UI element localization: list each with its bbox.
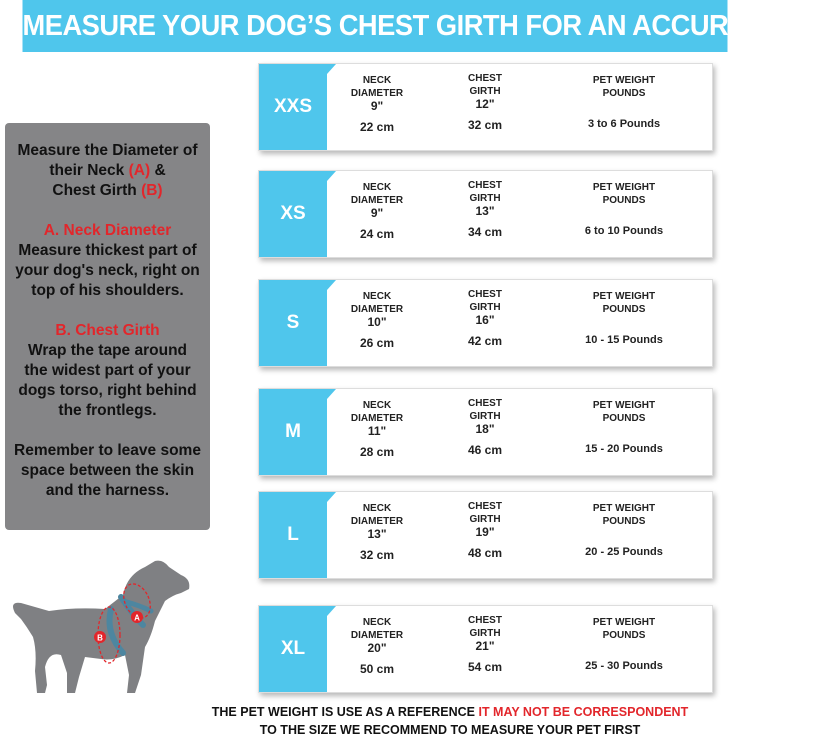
neck-cm: 28 cm [359,445,395,459]
dog-silhouette [13,561,189,693]
marker-a: A [134,613,140,623]
size-label-notch [327,64,336,74]
dog-illustration [5,555,215,705]
chest-column: CHEST GIRTH 12" 32 cm [445,72,525,132]
size-label-notch [327,171,336,181]
chest-column: CHEST GIRTH 21" 54 cm [445,614,525,674]
chest-column: CHEST GIRTH 19" 48 cm [445,500,525,560]
neck-diameter-title: A. Neck Diameter [43,222,172,239]
size-label: S [259,280,327,366]
pet-weight: 3 to 6 Pounds [587,118,661,130]
size-label: XL [259,606,327,692]
page-title-banner: MEASURE YOUR DOG’S CHEST GIRTH FOR AN ACCURATE FIT! [23,0,728,52]
chest-girth-text: Wrap the tape around the widest part of your dogs torso, right behind the frontlegs. [18,342,197,419]
weight-column: PET WEIGHT POUNDS 6 to 10 Pounds [569,181,679,238]
marker-b: B [97,633,103,643]
neck-column: NECK DIAMETER 13" 32 cm [337,502,417,562]
neck-column: NECK DIAMETER 9" 22 cm [337,74,417,134]
chest-inches: 12" [475,97,495,111]
size-label: L [259,492,327,578]
guide-intro: Measure the Diameter of their Neck (A) & Chest Girth (B) [17,142,198,199]
neck-inches: 11" [367,424,387,438]
pet-weight: 6 to 10 Pounds [584,225,664,237]
neck-inches: 9" [370,99,384,113]
chest-cm: 48 cm [467,546,503,560]
pet-weight: 15 - 20 Pounds [585,443,663,455]
chest-column: CHEST GIRTH 16" 42 cm [445,288,525,348]
chest-girth-title: B. Chest Girth [55,322,160,339]
neck-column: NECK DIAMETER 20" 50 cm [337,616,417,676]
weight-column: PET WEIGHT POUNDS 15 - 20 Pounds [569,399,679,456]
neck-inches: 10" [367,315,387,329]
size-row [258,491,713,579]
size-row [258,170,713,258]
pet-weight: 10 - 15 Pounds [585,334,663,346]
size-label-notch [327,606,336,616]
chest-inches: 16" [475,313,495,327]
size-label: M [259,389,327,475]
size-label: XXS [259,64,327,150]
pet-weight: 25 - 30 Pounds [585,660,663,672]
chest-cm: 32 cm [467,118,503,132]
neck-cm: 22 cm [359,120,395,134]
weight-column: PET WEIGHT POUNDS 10 - 15 Pounds [569,290,679,347]
neck-cm: 50 cm [359,662,395,676]
size-row [258,63,713,151]
size-label-notch [327,280,336,290]
chest-cm: 54 cm [467,660,503,674]
chest-cm: 42 cm [467,334,503,348]
neck-column: NECK DIAMETER 11" 28 cm [337,399,417,459]
weight-disclaimer-line-1: THE PET WEIGHT IS USE AS A REFERENCE IT MAY NOT BE CORRESPONDENT [211,705,689,719]
chest-cm: 34 cm [467,225,503,239]
neck-diameter-text: Measure thickest part of your dog's neck, right on top of his shoulders. [15,242,200,299]
size-label-notch [327,492,336,502]
neck-cm: 26 cm [359,336,395,350]
size-label: XS [259,171,327,257]
chest-inches: 13" [475,204,495,218]
chest-column: CHEST GIRTH 13" 34 cm [445,179,525,239]
measuring-guide-panel [5,123,210,530]
reminder-text: Remember to leave some space between the skin and the harness. [14,442,201,499]
chest-cm: 46 cm [467,443,503,457]
size-row [258,279,713,367]
chest-inches: 19" [475,525,495,539]
pet-weight: 20 - 25 Pounds [585,546,663,558]
size-row [258,388,713,476]
neck-inches: 13" [367,527,387,541]
weight-column: PET WEIGHT POUNDS 20 - 25 Pounds [569,502,679,559]
neck-inches: 20" [367,641,387,655]
weight-disclaimer-line-2: TO THE SIZE WE RECOMMEND TO MEASURE YOUR PET FIRST [259,723,641,737]
neck-cm: 32 cm [359,548,395,562]
neck-cm: 24 cm [359,227,395,241]
size-row [258,605,713,693]
neck-column: NECK DIAMETER 10" 26 cm [337,290,417,350]
chest-inches: 21" [475,639,495,653]
neck-column: NECK DIAMETER 9" 24 cm [337,181,417,241]
chest-column: CHEST GIRTH 18" 46 cm [445,397,525,457]
weight-column: PET WEIGHT POUNDS 25 - 30 Pounds [569,616,679,673]
neck-inches: 9" [370,206,384,220]
chest-inches: 18" [475,422,495,436]
weight-column: PET WEIGHT POUNDS 3 to 6 Pounds [569,74,679,131]
size-label-notch [327,389,336,399]
